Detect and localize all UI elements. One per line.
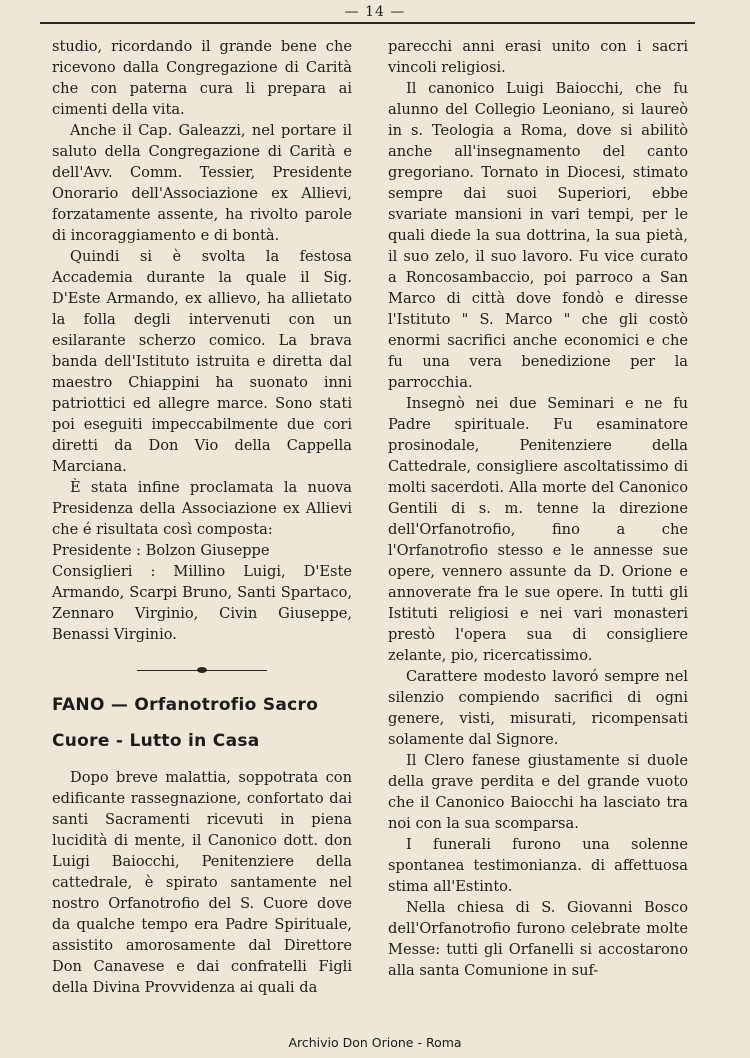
left-paragraph-1: studio, ricordando il grande bene che ricevono dalla Congregazione di Carità che con paterna cura li prepara ai cimenti della vita. [52,38,352,118]
article-heading-line-1: FANO — Orfanotrofio Sacro [52,695,319,715]
article-heading-line-2: Cuore - Lutto in Casa [52,731,260,751]
page-number: — 14 — [344,4,406,20]
councillors-line: Consiglieri : Millino Luigi, D'Este Armando, Scarpi Bruno, Santi Spartaco, Zennaro Virginio, Civin Giuseppe, Benassi Virginio. [52,563,352,643]
article-heading [52,693,352,753]
right-paragraph-6: I funerali furono una solenne spontanea testimonianza. di affettuosa stima all'Estinto. [388,836,688,895]
president-line: Presidente : Bolzon Giuseppe [52,542,270,559]
left-paragraph-2: Anche il Cap. Galeazzi, nel portare il saluto della Congregazione di Carità e dell'Avv. Comm. Tessier, Presidente Onorario dell'Associazione ex Allievi, forzatamente assente, ha rivolto parole di incoraggiamento e di bontà. [52,122,352,244]
left-paragraph-4: È stata infine proclamata la nuova Presidenza della Associazione ex Allievi che é risultata così composta: [52,479,352,538]
right-paragraph-1: parecchi anni erasi unito con i sacri vincoli religiosi. [388,38,688,76]
right-paragraph-5: Il Clero fanese giustamente si duole della grave perdita e del grande vuoto che il Canonico Baiocchi ha lasciato tra noi con la sua scomparsa. [388,752,688,832]
right-paragraph-4: Carattere modesto lavoró sempre nel silenzio compiendo sacrifici di ogni genere, visti, misurati, ricompensati solamente dal Signore. [388,668,688,748]
right-paragraph-3: Insegnò nei due Seminari e ne fu Padre spirituale. Fu esaminatore prosinodale, Penitenziere della Cattedrale, consigliere ascoltatissimo di molti sacerdoti. Alla morte del Canonico Gentili di s. m. tenne la direzione dell'Orfanotrofio, fino a che l'Orfanotrofio stesso e le annesse sue opere, vennero assunte da D. Orione e annoverate fra le sue opere. In tutti gli Istituti religiosi e nei vari monasteri prestò l'opera sua di consigliere zelante, pio, ricercatissimo. [388,395,688,664]
left-paragraph-7: Dopo breve malattia, soppotrata con edificante rassegnazione, confortato dai santi Sacramenti ricevuti in piena lucidità di mente, il Canonico dott. don Luigi Baiocchi, Penitenziere della cattedrale, è spirato santamente nel nostro Orfanotrofio del S. Cuore dove da qualche tempo era Padre Spirituale, assistito amorosamente dal Direttore Don Canavese e dai confratelli Figli della Divina Provvidenza ai quali da [52,769,352,996]
right-paragraph-7: Nella chiesa di S. Giovanni Bosco dell'Orfanotrofio furono celebrate molte Messe: tutti gli Orfanelli si accostarono alla santa Comunione in suf- [388,899,688,979]
left-column [52,36,352,998]
right-column [388,36,688,981]
right-paragraph-2: Il canonico Luigi Baiocchi, che fu alunno del Collegio Leoniano, si laureò in s. Teologia a Roma, dove si abilitò anche all'insegnamento del canto gregoriano. Tornato in Diocesi, stimato sempre dai suoi Superiori, ebbe svariate mansioni in vari tempi, per le quali diede la sua dottrina, la sua pietà, il suo zelo, il suo lavoro. Fu vice curato a Roncosambaccio, poi parroco a San Marco di città dove fondò e diresse l'Istituto " S. Marco " che gli costò enormi sacrifici anche economici e che fu una vera benedizione per la parrocchia. [388,80,688,391]
section-divider [137,665,267,677]
archive-footer: Archivio Don Orione - Roma [288,1035,462,1050]
left-paragraph-3: Quindi si è svolta la festosa Accademia durante la quale il Sig. D'Este Armando, ex allievo, ha allietato la folla degli intervenuti con un esilarante scherzo comico. La brava banda dell'Istituto istruita e diretta dal maestro Chiappini ha suonato inni patriottici ed allegre marce. Sono stati poi eseguiti impeccabilmente due cori diretti da Don Vio della Cappella Marciana. [52,248,352,475]
header-rule [40,22,695,24]
